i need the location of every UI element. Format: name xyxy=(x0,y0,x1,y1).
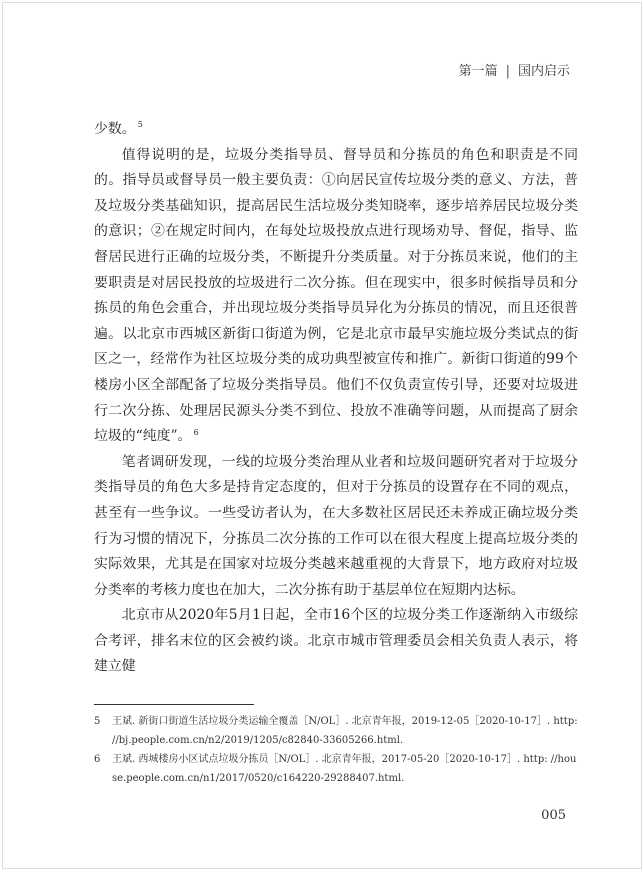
chapter-title: 国内启示 xyxy=(517,64,570,79)
footnotes xyxy=(94,712,578,788)
footnote-number: 5 xyxy=(94,716,101,727)
paragraph-text: 值得说明的是，垃圾分类指导员、督导员和分拣员的角色和职责是不同的。指导员或督导员一般主要负责：①向居民宣传垃圾分类的意义、方法，普及垃圾分类基础知识，提高居民生活垃圾分类知晓率，逐步培养居民垃圾分类的意识；②在规定时间内，在每处垃圾投放点进行现场劝导、督促，指导、监督居民进行正确的垃圾分类，不断提升分类质量。对于分拣员来说，他们的主要职责是对居民投放的垃圾进行二次分拣。但在现实中，很多时候指导员和分拣员的角色会重合，并出现垃圾分类指导员异化为分拣员的情况，而且还很普遍。以北京市西城区新街口街道为例，它是北京市最早实施垃圾分类试点的街区之一，经常作为社区垃圾分类的成功典型被宣传和推广。新街口街道的99个楼房小区全部配备了垃圾分类指导员。他们不仅负责宣传引导，还要对垃圾进行二次分拣、处理居民源头分类不到位、投放不准确等问题，从而提高了厨余垃圾的“纯度”。 xyxy=(94,146,578,445)
paragraph xyxy=(94,117,578,143)
page-number: 005 xyxy=(541,808,566,823)
footnote-text: 王斌. 西城楼房小区试点垃圾分拣员［N/OL］. 北京青年报，2017-05-20［2020-10-17］. http: //house.people.com.cn/n1/2017/0520/c164220-29288407.html. xyxy=(112,754,577,784)
footnote-ref: 6 xyxy=(193,427,199,437)
footnote xyxy=(94,750,578,788)
footnote-ref: 5 xyxy=(137,120,143,130)
footnote xyxy=(94,712,578,750)
footnote-number: 6 xyxy=(94,754,101,765)
footnote-text: 王斌. 新街口街道生活垃圾分类运输全覆盖［N/OL］. 北京青年报，2019-12-05［2020-10-17］. http: //bj.people.com.cn/n2/2019/1205/c82840-33605266.html. xyxy=(112,716,578,746)
paragraph-text: 笔者调研发现，一线的垃圾分类治理从业者和垃圾问题研究者对于垃圾分类指导员的角色大多是持肯定态度的，但对于分拣员的设置存在不同的观点，甚至有一些争议。一些受访者认为，在大多数社区居民还未养成正确垃圾分类行为习惯的情况下，分拣员二次分拣的工作可以在很大程度上提高垃圾分类的实际效果，尤其是在国家对垃圾分类越来越重视的大背景下，地方政府对垃圾分类率的考核力度也在加大，二次分拣有助于基层单位在短期内达标。 xyxy=(94,453,578,598)
footnote-divider xyxy=(94,704,254,705)
paragraph xyxy=(94,603,578,680)
header-separator: | xyxy=(505,64,510,79)
section-label: 第一篇 xyxy=(458,64,498,79)
paragraph-text: 少数。 xyxy=(94,121,136,137)
paragraph xyxy=(94,143,578,450)
body-text xyxy=(94,117,578,680)
paragraph-text: 北京市从2020年5月1日起，全市16个区的垃圾分类工作逐渐纳入市级综合考评，排名末位的区会被约谈。北京市城市管理委员会相关负责人表示，将建立健 xyxy=(94,607,578,675)
paragraph xyxy=(94,450,578,604)
running-header xyxy=(459,60,570,79)
